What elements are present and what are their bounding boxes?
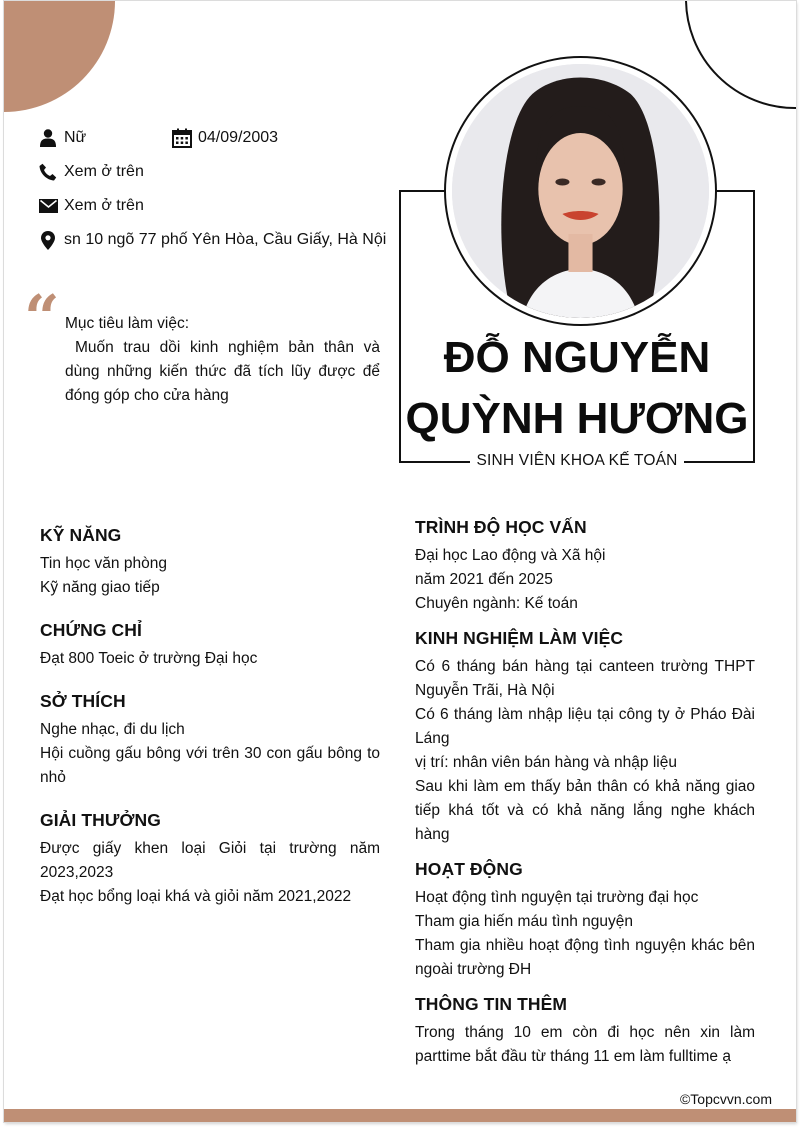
list-item: Sau khi làm em thấy bản thân có khả năng giao tiếp khá tốt và có khả năng lắng nghe khách hàng (415, 778, 755, 843)
objective-block (65, 312, 380, 408)
full-name-line-2: QUỲNH HƯƠNG (405, 394, 749, 443)
contact-email (38, 196, 144, 216)
bottom-accent-bar (4, 1109, 796, 1122)
contact-address (38, 230, 386, 250)
gender-value: Nữ (64, 129, 87, 146)
contact-gender (38, 128, 86, 148)
contact-birthday (172, 128, 278, 148)
section-heading: TRÌNH ĐỘ HỌC VẤN (415, 517, 587, 537)
list-item: Đạt học bổng loại khá và giỏi năm 2021,2022 (40, 888, 352, 905)
list-item: Đại học Lao động và Xã hội (415, 547, 606, 564)
section-activities (415, 859, 755, 982)
portrait-photo (452, 64, 709, 318)
list-item: Tham gia hiến máu tình nguyện (415, 913, 633, 930)
section-awards (40, 810, 380, 909)
section-hobbies (40, 691, 380, 790)
list-item: Chuyên ngành: Kế toán (415, 595, 578, 612)
section-additional-info (415, 994, 755, 1069)
full-name-line-1: ĐỖ NGUYỄN (443, 333, 711, 382)
section-heading: SỞ THÍCH (40, 691, 126, 711)
section-heading: KỸ NĂNG (40, 525, 122, 545)
birthday-value: 04/09/2003 (198, 129, 279, 146)
section-skills (40, 525, 380, 600)
list-item: Hội cuồng gấu bông với trên 30 con gấu bông to nhỏ (40, 745, 380, 786)
list-item: Trong tháng 10 em còn đi học nên xin làm parttime bắt đầu từ tháng 11 em làm fulltime ạ (415, 1024, 755, 1065)
quote-icon: “ (24, 281, 56, 354)
section-heading: CHỨNG CHỈ (40, 620, 142, 640)
copyright-footer: ©Topcvvn.com (679, 1091, 772, 1107)
list-item: Hoạt động tình nguyện tại trường đại học (415, 889, 699, 906)
map-pin-icon (38, 230, 58, 250)
phone-icon (38, 162, 58, 182)
list-item: Kỹ năng giao tiếp (40, 579, 160, 596)
section-heading: KINH NGHIỆM LÀM VIỆC (415, 628, 624, 648)
envelope-icon (38, 196, 58, 216)
list-item: Tin học văn phòng (40, 555, 167, 572)
list-item: Được giấy khen loại Giỏi tại trường năm 2023,2023 (40, 840, 380, 881)
section-heading: THÔNG TIN THÊM (415, 994, 568, 1014)
avatar (444, 56, 717, 326)
section-heading: GIẢI THƯỞNG (40, 810, 161, 830)
job-title (399, 452, 755, 470)
right-column (415, 517, 755, 1081)
section-heading: HOẠT ĐỘNG (415, 859, 523, 879)
list-item: Nghe nhạc, đi du lịch (40, 721, 185, 738)
email-value: Xem ở trên (64, 197, 144, 214)
left-column (40, 525, 380, 929)
section-certificates (40, 620, 380, 671)
section-work-experience (415, 628, 755, 847)
phone-value: Xem ở trên (64, 163, 144, 180)
list-item: Có 6 tháng bán hàng tại canteen trường THPT Nguyễn Trãi, Hà Nội (415, 658, 755, 699)
cv-page (4, 1, 796, 1122)
calendar-icon (172, 128, 192, 148)
list-item: Đạt 800 Toeic ở trường Đại học (40, 650, 258, 667)
contact-phone (38, 162, 144, 182)
decorative-quarter-circle-top-left (4, 1, 115, 112)
list-item: năm 2021 đến 2025 (415, 571, 553, 588)
user-icon (38, 128, 58, 148)
list-item: vị trí: nhân viên bán hàng và nhập liệu (415, 754, 677, 771)
objective-label: Mục tiêu làm việc: (65, 315, 190, 332)
list-item: Tham gia nhiều hoạt động tình nguyện khác bên ngoài trường ĐH (415, 937, 755, 978)
list-item: Có 6 tháng làm nhập liệu tại công ty ở Pháo Đài Láng (415, 706, 755, 747)
decorative-circle-outline-top-right (685, 1, 796, 109)
section-education (415, 517, 755, 616)
job-title-text: SINH VIÊN KHOA KẾ TOÁN (470, 452, 683, 470)
objective-text: Muốn trau dồi kinh nghiệm bản thân và dùng những kiến thức đã tích lũy được để đóng góp cho cửa hàng (65, 339, 380, 404)
address-value: sn 10 ngõ 77 phố Yên Hòa, Cầu Giấy, Hà Nội (64, 231, 387, 248)
